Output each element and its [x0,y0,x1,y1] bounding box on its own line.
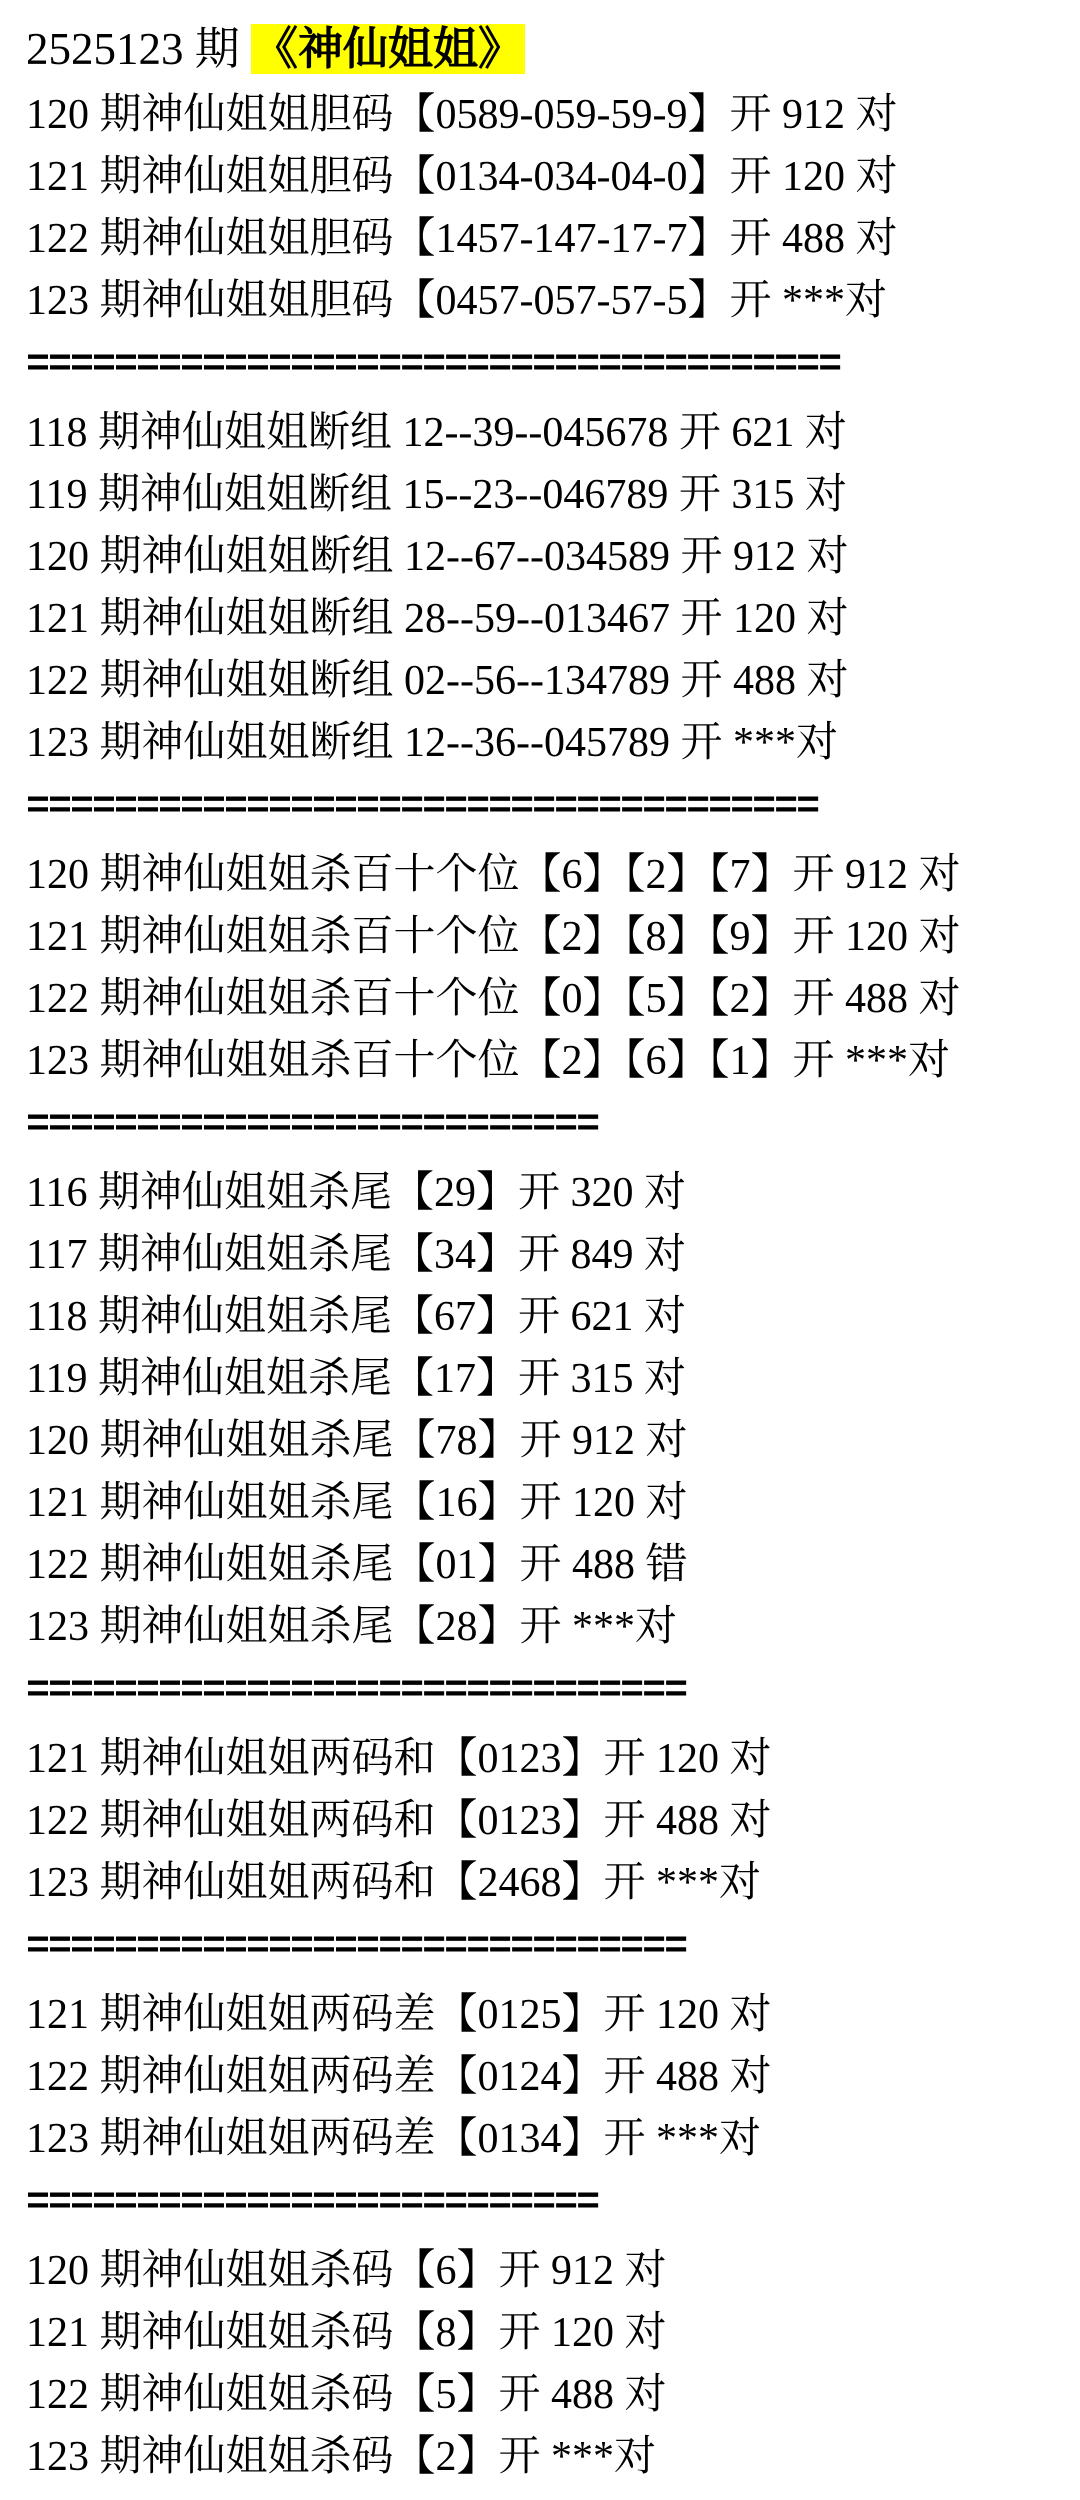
list-item: 121 期神仙姐姐胆码【0134-034-04-0】开 120 对 [26,154,898,200]
list-item: 120 期神仙姐姐胆码【0589-059-59-9】开 912 对 [26,92,898,138]
list-item: 123 期神仙姐姐两码差【0134】开 ***对 [26,2116,762,2162]
divider: ========================== [26,1103,599,1148]
list-item: 122 期神仙姐姐两码和【0123】开 488 对 [26,1798,772,1844]
list-item: 122 期神仙姐姐杀百十个位【0】【5】【2】开 488 对 [26,976,961,1022]
issue-unit-label [184,24,195,74]
list-item: 120 期神仙姐姐断组 12--67--034589 开 912 对 [26,534,849,580]
list-item: 122 期神仙姐姐杀码【5】开 488 对 [26,2372,667,2418]
list-item: 123 期神仙姐姐胆码【0457-057-57-5】开 ***对 [26,278,887,324]
list-item: 121 期神仙姐姐杀码【8】开 120 对 [26,2310,667,2356]
issue-number: 2525123 [26,24,184,74]
list-item: 120 期神仙姐姐杀码【6】开 912 对 [26,2248,667,2294]
divider: ========================== [26,2181,599,2226]
title-highlight: 《神仙姐姐》 [253,24,524,74]
list-item: 122 期神仙姐姐两码差【0124】开 488 对 [26,2054,772,2100]
divider: ============================== [26,1669,687,1714]
section-sha-wei [26,1162,1054,1726]
list-item: 121 期神仙姐姐两码和【0123】开 120 对 [26,1736,772,1782]
list-item: 121 期神仙姐姐两码差【0125】开 120 对 [26,1992,772,2038]
list-item: 118 期神仙姐姐杀尾【67】开 621 对 [26,1294,686,1340]
list-item: 123 期神仙姐姐断组 12--36--045789 开 ***对 [26,720,838,766]
list-item: 120 期神仙姐姐杀百十个位【6】【2】【7】开 912 对 [26,852,961,898]
list-item: 117 期神仙姐姐杀尾【34】开 849 对 [26,1232,686,1278]
section-duan-zu [26,402,1054,842]
section-liang-ma-cha [26,1984,1054,2238]
section-liang-ma-he [26,1728,1054,1982]
list-item: 122 期神仙姐姐断组 02--56--134789 开 488 对 [26,658,849,704]
section-sha-ma [26,2240,1054,2488]
list-item: 119 期神仙姐姐断组 15--23--046789 开 315 对 [26,472,847,518]
divider: ===================================== [26,343,841,388]
list-item: 123 期神仙姐姐两码和【2468】开 ***对 [26,1860,762,1906]
list-item: 118 期神仙姐姐断组 12--39--045678 开 621 对 [26,410,847,456]
divider: ============================== [26,1925,687,1970]
list-item: 123 期神仙姐姐杀百十个位【2】【6】【1】开 ***对 [26,1038,951,1084]
list-item: 121 期神仙姐姐断组 28--59--013467 开 120 对 [26,596,849,642]
list-item: 123 期神仙姐姐杀码【2】开 ***对 [26,2434,657,2480]
list-item: 122 期神仙姐姐杀尾【01】开 488 错 [26,1542,688,1588]
section-dan-ma [26,84,1054,400]
divider: ==================================== [26,785,819,830]
list-item: 120 期神仙姐姐杀尾【78】开 912 对 [26,1418,688,1464]
list-item: 119 期神仙姐姐杀尾【17】开 315 对 [26,1356,686,1402]
list-item: 116 期神仙姐姐杀尾【29】开 320 对 [26,1170,686,1216]
issue-unit: 期 [194,24,240,74]
section-sha-bai-shi-ge-wei [26,844,1054,1160]
list-item: 122 期神仙姐姐胆码【1457-147-17-7】开 488 对 [26,216,898,262]
list-item: 121 期神仙姐姐杀百十个位【2】【8】【9】开 120 对 [26,914,961,960]
list-item: 121 期神仙姐姐杀尾【16】开 120 对 [26,1480,688,1526]
list-item: 123 期神仙姐姐杀尾【28】开 ***对 [26,1604,678,1650]
page-title [26,18,1054,80]
